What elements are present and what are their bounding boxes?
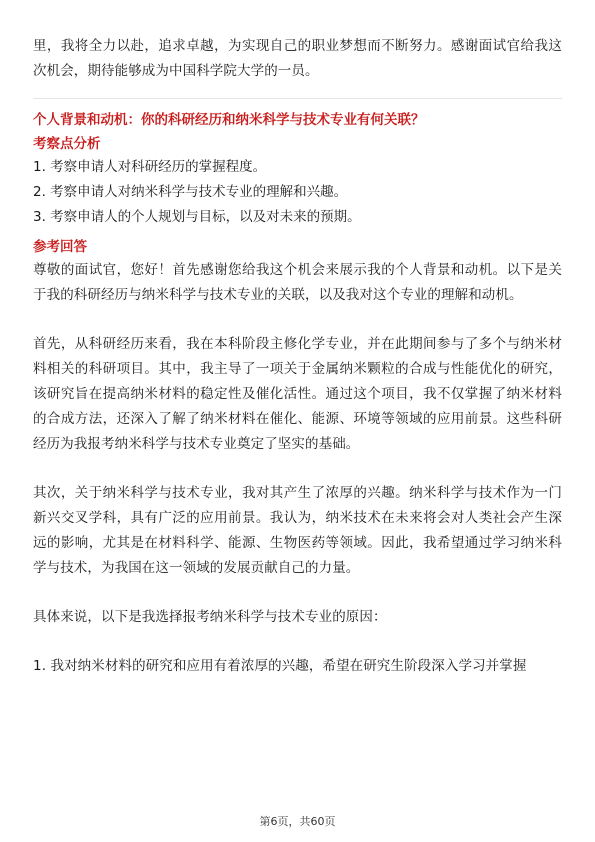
question-heading: 个人背景和动机：你的科研经历和纳米科学与技术专业有何关联？: [33, 112, 425, 128]
page-content: [33, 34, 562, 679]
answer-paragraph: 其次，关于纳米科学与技术专业，我对其产生了浓厚的兴趣。纳米科学与技术作为一门新兴交叉学科，具有广泛的应用前景。我认为，纳米技术在未来将会对人类社会产生深远的影响，尤其是在材料科学、能源、生物医药等领域。因此，我希望通过学习纳米科学与技术，为我国在这一领域的发展贡献自己的力量。: [33, 485, 562, 576]
answer-paragraph: 具体来说，以下是我选择报考纳米科学与技术专业的原因：: [33, 609, 387, 625]
answer-paragraph: 1. 我对纳米材料的研究和应用有着浓厚的兴趣，希望在研究生阶段深入学习并掌握: [33, 658, 527, 674]
analysis-label: 考察点分析: [33, 136, 101, 152]
intro-paragraph: 里，我将全力以赴，追求卓越，为实现自己的职业梦想而不断努力。感谢面试官给我这次机会，期待能够成为中国科学院大学的一员。: [33, 38, 562, 79]
paragraph-gap: [33, 581, 562, 605]
paragraph-gap: [33, 308, 562, 332]
analysis-item: 1. 考察申请人对科研经历的掌握程度。: [33, 159, 267, 175]
analysis-item: 2. 考察申请人对纳米科学与技术专业的理解和兴趣。: [33, 184, 348, 200]
analysis-item: 3. 考察申请人的个人规划与目标，以及对未来的预期。: [33, 209, 361, 225]
section-divider: [33, 98, 562, 99]
answer-paragraph: 尊敬的面试官，您好！首先感谢您给我这个机会来展示我的个人背景和动机。以下是关于我的科研经历与纳米科学与技术专业的关联，以及我对这个专业的理解和动机。: [33, 262, 562, 303]
page-number: 第6页，共60页: [259, 815, 336, 828]
paragraph-gap: [33, 457, 562, 481]
answer-paragraph: 首先，从科研经历来看，我在本科阶段主修化学专业，并在此期间参与了多个与纳米材料相关的科研项目。其中，我主导了一项关于金属纳米颗粒的合成与性能优化的研究，该研究旨在提高纳米材料的稳定性及催化活性。通过这个项目，我不仅掌握了纳米材料的合成方法，还深入了解了纳米材料在催化、能源、环境等领域的应用前景。这些科研经历为我报考纳米科学与技术专业奠定了坚实的基础。: [33, 336, 562, 452]
answer-label: 参考回答: [33, 239, 87, 255]
paragraph-gap: [33, 630, 562, 654]
